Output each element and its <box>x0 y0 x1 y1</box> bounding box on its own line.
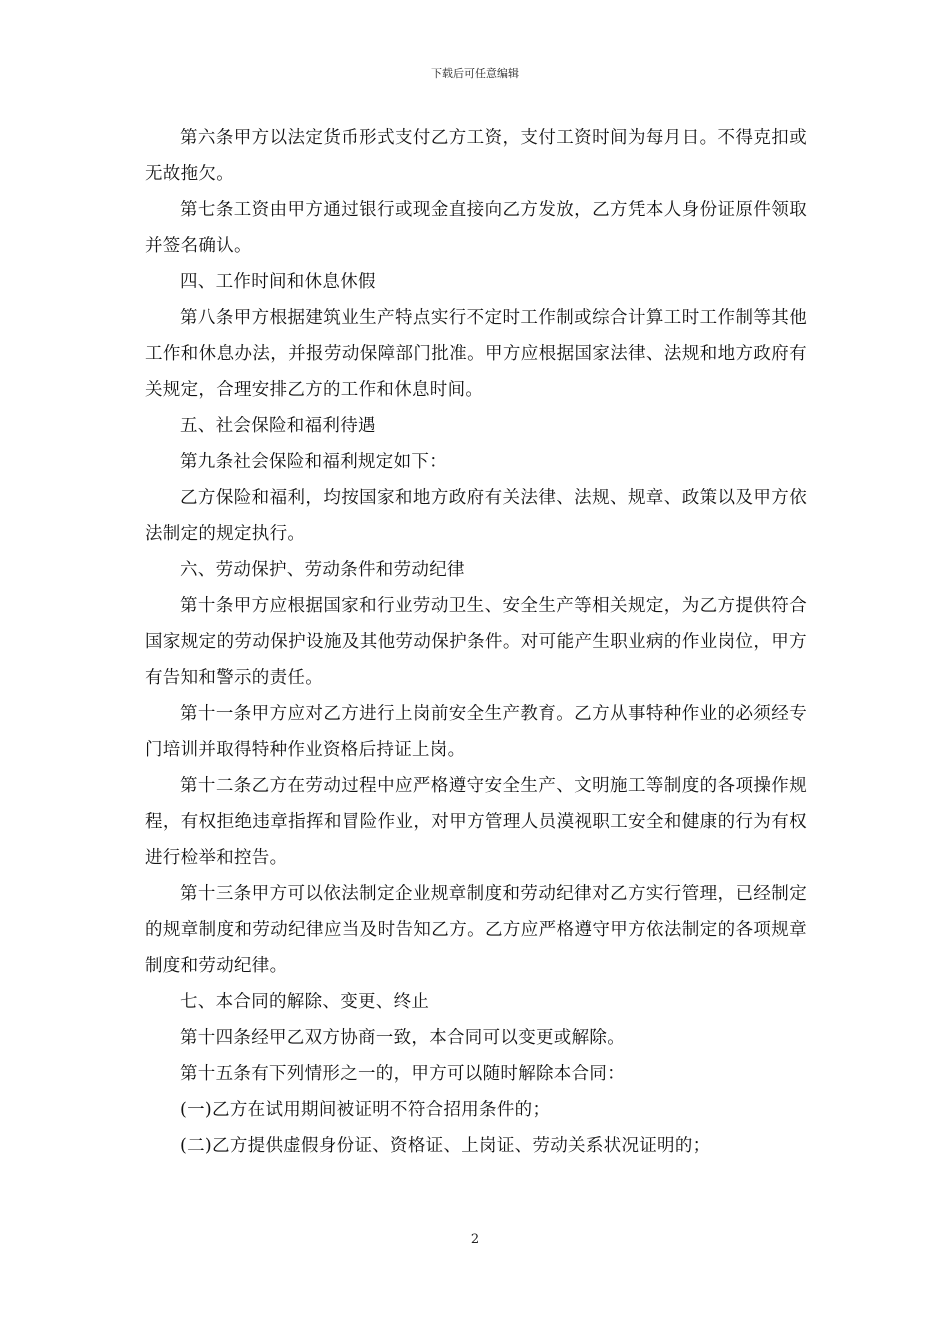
paragraph-article-10: 第十条甲方应根据国家和行业劳动卫生、安全生产等相关规定，为乙方提供符合国家规定的劳动保护设施及其他劳动保护条件。对可能产生职业病的作业岗位，甲方有告知和警示的责任。 <box>145 596 807 688</box>
paragraph-article-9: 第九条社会保险和福利规定如下： <box>180 452 447 472</box>
paragraph-insurance: 乙方保险和福利，均按国家和地方政府有关法律、法规、规章、政策以及甲方依法制定的规定执行。 <box>145 488 807 544</box>
list-item-2: (二)乙方提供虚假身份证、资格证、上岗证、劳动关系状况证明的； <box>180 1136 711 1156</box>
paragraph-article-6: 第六条甲方以法定货币形式支付乙方工资，支付工资时间为每月日。不得克扣或无故拖欠。 <box>145 128 807 184</box>
paragraph-article-15: 第十五条有下列情形之一的，甲方可以随时解除本合同： <box>180 1064 625 1084</box>
paragraph-article-13: 第十三条甲方可以依法制定企业规章制度和劳动纪律对乙方实行管理，已经制定的规章制度和劳动纪律应当及时告知乙方。乙方应严格遵守甲方依法制定的各项规章制度和劳动纪律。 <box>145 884 807 976</box>
paragraph-article-12: 第十二条乙方在劳动过程中应严格遵守安全生产、文明施工等制度的各项操作规程，有权拒绝违章指挥和冒险作业，对甲方管理人员漠视职工安全和健康的行为有权进行检举和控告。 <box>145 776 807 868</box>
paragraph-article-11: 第十一条甲方应对乙方进行上岗前安全生产教育。乙方从事特种作业的必须经专门培训并取得特种作业资格后持证上岗。 <box>145 704 807 760</box>
paragraph-article-7: 第七条工资由甲方通过银行或现金直接向乙方发放，乙方凭本人身份证原件领取并签名确认。 <box>145 200 807 256</box>
page-number: 2 <box>470 1232 480 1247</box>
paragraph-article-8: 第八条甲方根据建筑业生产特点实行不定时工作制或综合计算工时工作制等其他工作和休息办法，并报劳动保障部门批准。甲方应根据国家法律、法规和地方政府有关规定，合理安排乙方的工作和休息时间。 <box>145 308 807 400</box>
page-header: 下载后可任意编辑 <box>431 67 519 80</box>
document-body <box>145 120 807 1164</box>
section-heading-5: 五、社会保险和福利待遇 <box>180 416 376 436</box>
paragraph-article-14: 第十四条经甲乙双方协商一致，本合同可以变更或解除。 <box>180 1028 625 1048</box>
section-heading-4: 四、工作时间和休息休假 <box>180 272 376 292</box>
list-item-1: (一)乙方在试用期间被证明不符合招用条件的； <box>180 1100 551 1120</box>
section-heading-6: 六、劳动保护、劳动条件和劳动纪律 <box>180 560 465 580</box>
section-heading-7: 七、本合同的解除、变更、终止 <box>180 992 430 1012</box>
